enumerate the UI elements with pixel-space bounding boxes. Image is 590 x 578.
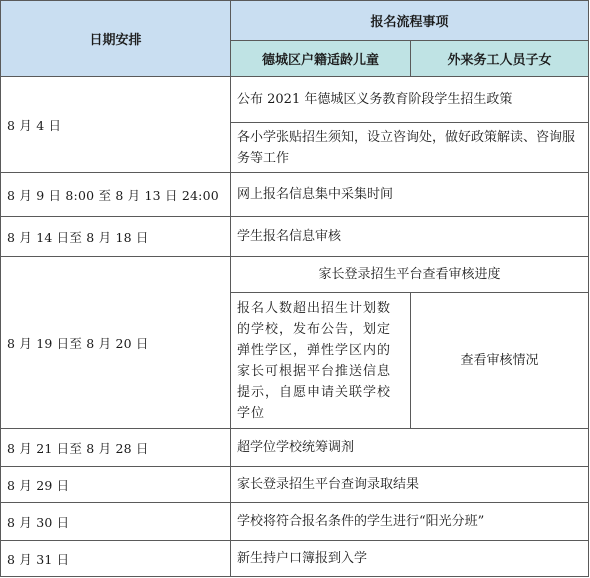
table-row bbox=[1, 257, 589, 293]
row-item: 各小学张贴招生须知，设立咨询处，做好政策解读、咨询服务等工作 bbox=[231, 123, 589, 173]
row-item: 学生报名信息审核 bbox=[231, 217, 589, 257]
row-date: 8 月 31 日 bbox=[1, 541, 231, 577]
table-row bbox=[1, 541, 589, 577]
row-item: 公布 2021 年德城区义务教育阶段学生招生政策 bbox=[231, 77, 589, 123]
table-row bbox=[1, 217, 589, 257]
row-item: 超学位学校统筹调剂 bbox=[231, 429, 589, 467]
row-date: 8 月 30 日 bbox=[1, 503, 231, 541]
row-date: 8 月 14 日至 8 月 18 日 bbox=[1, 217, 231, 257]
row-date: 8 月 19 日至 8 月 20 日 bbox=[1, 257, 231, 429]
table-row bbox=[1, 467, 589, 503]
row-item: 学校将符合报名条件的学生进行“阳光分班” bbox=[231, 503, 589, 541]
row-item: 家长登录招生平台查看审核进度 bbox=[231, 257, 589, 293]
migrant-children-header: 外来务工人员子女 bbox=[411, 41, 589, 77]
row-date: 8 月 21 日至 8 月 28 日 bbox=[1, 429, 231, 467]
row-item: 新生持户口簿报到入学 bbox=[231, 541, 589, 577]
elastic-district-note: 报名人数超出招生计划数的学校，发布公告，划定弹性学区，弹性学区内的家长可根据平台推送信息提示，自愿申请关联学校学位 bbox=[231, 293, 411, 429]
table-row bbox=[1, 173, 589, 217]
check-review-status: 查看审核情况 bbox=[411, 293, 589, 429]
process-column-header: 报名流程事项 bbox=[231, 1, 589, 41]
row-item: 家长登录招生平台查询录取结果 bbox=[231, 467, 589, 503]
table-row bbox=[1, 77, 589, 123]
date-column-header: 日期安排 bbox=[1, 1, 231, 77]
row-item: 网上报名信息集中采集时间 bbox=[231, 173, 589, 217]
row-date: 8 月 29 日 bbox=[1, 467, 231, 503]
row-date: 8 月 4 日 bbox=[1, 77, 231, 173]
table-row bbox=[1, 503, 589, 541]
table-row bbox=[1, 429, 589, 467]
local-children-header: 德城区户籍适龄儿童 bbox=[231, 41, 411, 77]
row-date: 8 月 9 日 8:00 至 8 月 13 日 24:00 bbox=[1, 173, 231, 217]
